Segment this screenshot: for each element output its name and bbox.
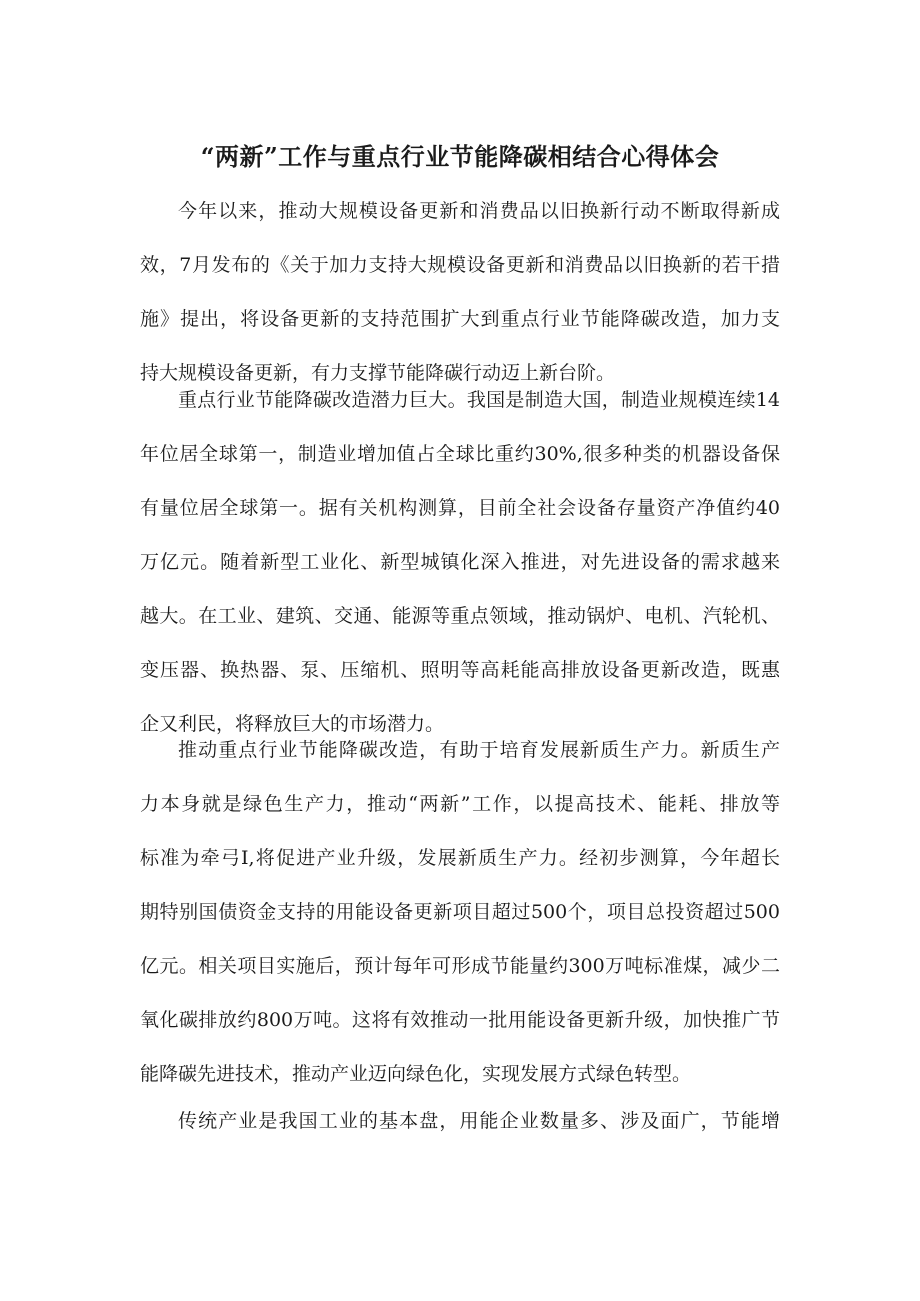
paragraph-line: 力本身就是绿色生产力，推动“两新”工作，以提高技术、能耗、排放等 [140,793,780,815]
paragraph-line: 持大规模设备更新，有力支撑节能降碳行动迈上新台阶。 [140,362,616,384]
paragraph-line: 期特别国债资金支持的用能设备更新项目超过500个，项目总投资超过500 [140,901,780,923]
paragraph-line: 施》提出，将设备更新的支持范围扩大到重点行业节能降碳改造，加力支 [140,308,780,330]
paragraph-line: 万亿元。随着新型工业化、新型城镇化深入推进，对先进设备的需求越来 [140,551,780,573]
paragraph-2 [140,373,780,751]
paragraph-4 [140,1094,780,1148]
paragraph-line: 企又利民，将释放巨大的市场潜力。 [140,713,445,735]
paragraph-line: 能降碳先进技术，推动产业迈向绿色化，实现发展方式绿色转型。 [140,1063,692,1085]
paragraph-line: 推动重点行业节能降碳改造，有助于培育发展新质生产力。新质生产 [178,739,780,761]
paragraph-line: 变压器、换热器、泵、压缩机、照明等高耗能高排放设备更新改造，既惠 [140,659,780,681]
paragraph-1 [140,184,780,400]
paragraph-line: 氧化碳排放约800万吨。这将有效推动一批用能设备更新升级，加快推广节 [140,1009,780,1031]
paragraph-line: 重点行业节能降碳改造潜力巨大。我国是制造大国，制造业规模连续14 [178,389,780,411]
paragraph-line: 亿元。相关项目实施后，预计每年可形成节能量约300万吨标准煤，减少二 [140,955,780,977]
paragraph-line: 有量位居全球第一。据有关机构测算，目前全社会设备存量资产净值约40 [140,497,780,519]
paragraph-line: 效，7月发布的《关于加力支持大规模设备更新和消费品以旧换新的若干措 [140,254,780,276]
paragraph-line: 今年以来，推动大规模设备更新和消费品以旧换新行动不断取得新成 [178,200,780,222]
paragraph-line: 年位居全球第一，制造业增加值占全球比重约30%,很多种类的机器设备保 [140,443,780,465]
paragraph-line: 传统产业是我国工业的基本盘，用能企业数量多、涉及面广，节能增 [178,1110,780,1132]
paragraph-3 [140,723,780,1101]
paragraph-line: 标准为牵弓I,将促进产业升级，发展新质生产力。经初步测算，今年超长 [140,847,780,869]
paragraph-line: 越大。在工业、建筑、交通、能源等重点领域，推动锅炉、电机、汽轮机、 [140,605,780,627]
document-title: “两新”工作与重点行业节能降碳相结合心得体会 [200,142,720,172]
